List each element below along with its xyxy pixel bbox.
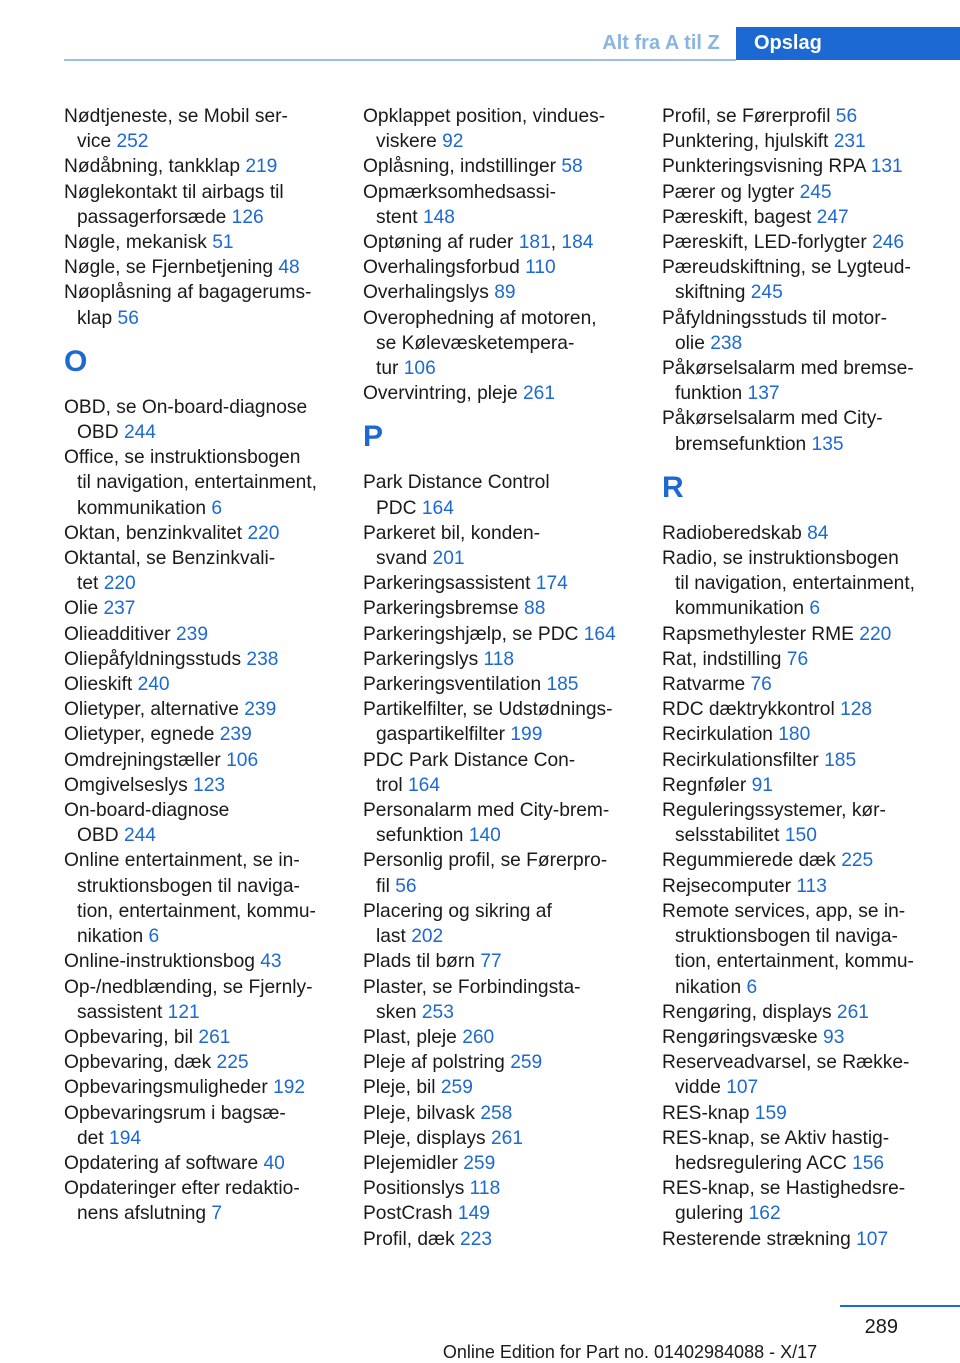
index-term: Nødåbning, tankklap [64, 156, 240, 178]
index-term: Personalarm med City-brem- sefunktion [363, 800, 610, 847]
index-term: OBD, se On-board-diagnose OBD [64, 396, 308, 444]
index-term: RES-knap, se Aktiv hastig- hedsregulering ACC [662, 1127, 890, 1174]
index-term: Olietyper, egnede [64, 724, 215, 746]
index-term: Olieadditiver [64, 623, 171, 645]
page-reference-link[interactable]: 118 [469, 1178, 501, 1200]
index-entry [363, 1050, 635, 1075]
page-reference-link[interactable]: 118 [483, 648, 515, 670]
index-entry [363, 306, 635, 382]
page-reference-link[interactable]: 58 [561, 156, 583, 178]
index-term: Radioberedskab [662, 522, 802, 544]
index-entry [64, 596, 336, 621]
index-term: Oliepåfyldningsstuds [64, 648, 242, 670]
index-entry [363, 647, 635, 672]
page-reference-link[interactable]: 76 [786, 648, 809, 670]
index-term: Påkørselsalarm med City- bremsefunktion [662, 408, 883, 455]
index-term: Plejemidler [363, 1152, 458, 1174]
index-entry [363, 975, 635, 1025]
index-term: Olieskift [64, 674, 133, 696]
index-entry [363, 748, 635, 798]
page-reference-link[interactable]: 202 [411, 926, 444, 948]
index-term: Regnføler [662, 774, 747, 796]
page-reference-link[interactable]: 223 [460, 1228, 493, 1250]
index-term: Olie [64, 598, 99, 620]
index-entry [363, 381, 635, 406]
page-reference-link[interactable]: 180 [778, 724, 811, 746]
index-term: Office, se instruktionsbogen til navigation, entertainment, kommunikation [64, 447, 317, 519]
page-reference-link[interactable]: 159 [754, 1102, 787, 1124]
index-term: Rat, indstilling [662, 648, 782, 670]
index-entry [64, 798, 336, 848]
page-reference-link[interactable]: 48 [278, 257, 300, 279]
index-entry [662, 1101, 934, 1126]
page-reference-link[interactable]: 131 [870, 156, 903, 178]
index-entry [662, 899, 934, 1000]
page-reference-link[interactable]: 260 [462, 1026, 495, 1048]
page-reference-link[interactable]: 185 [546, 674, 579, 696]
index-entry [662, 406, 934, 456]
index-entry [662, 1227, 934, 1252]
index-term: Oktan, benzinkvalitet [64, 522, 243, 544]
index-entry [64, 445, 336, 521]
index-entry [64, 647, 336, 672]
index-entry [662, 1050, 934, 1100]
index-entry [363, 672, 635, 697]
index-column-3 [662, 104, 934, 1252]
page-reference-link[interactable]: 245 [750, 282, 783, 304]
index-letter-heading: O [64, 344, 88, 378]
page-reference-link[interactable]: 51 [212, 232, 234, 254]
page-reference-link[interactable]: 261 [836, 1001, 869, 1023]
page-reference-link[interactable]: 84 [807, 522, 829, 544]
index-entry [64, 1050, 336, 1075]
index-term: Plads til børn [363, 951, 475, 973]
index-term: Parkeret bil, konden- svand [363, 522, 541, 570]
index-term: Parkeringsassistent [363, 573, 531, 595]
index-entry [363, 255, 635, 280]
index-term: Pleje, bil [363, 1077, 436, 1099]
index-entry [64, 395, 336, 445]
index-entry [64, 1025, 336, 1050]
index-entry: Optøning af ruder 181, 184 [363, 232, 594, 254]
page-reference-link[interactable]: 220 [247, 522, 280, 544]
page-reference-link[interactable]: 135 [811, 433, 844, 455]
page-reference-link[interactable]: 174 [535, 573, 568, 595]
page-reference-link[interactable]: 56 [117, 307, 139, 329]
index-term: Opdateringer efter redaktio- nens afslutning [64, 1178, 300, 1225]
index-entry [64, 848, 336, 949]
index-term: Pleje af polstring [363, 1052, 505, 1074]
page-reference-link[interactable]: 225 [216, 1052, 249, 1074]
page-reference-link[interactable]: 238 [710, 332, 743, 354]
page-reference-link[interactable]: 56 [395, 875, 417, 897]
index-entry [662, 622, 934, 647]
index-entry [64, 521, 336, 546]
index-entry [64, 975, 336, 1025]
index-entry [363, 596, 635, 621]
page-reference-link[interactable]: 239 [219, 724, 252, 746]
index-entry [363, 1075, 635, 1100]
index-term: PDC Park Distance Con- trol [363, 749, 576, 796]
index-term: Overhalingsforbud [363, 257, 520, 279]
index-entry [662, 697, 934, 722]
page-reference-link[interactable]: 259 [463, 1152, 496, 1174]
page-reference-link[interactable]: 93 [823, 1026, 845, 1048]
index-entry [662, 722, 934, 747]
index-entry [363, 622, 635, 647]
index-term: Rengøringsvæske [662, 1026, 818, 1048]
page-reference-link[interactable]: 56 [835, 106, 858, 127]
index-entry [64, 1075, 336, 1100]
index-term: Punktering, hjulskift [662, 131, 829, 153]
index-term: Opbevaringsmuligheder [64, 1077, 268, 1099]
index-term: Opklappet position, vindues- viskere [363, 106, 606, 153]
index-term: Opmærksomhedsassi- stent [363, 181, 556, 228]
index-term: RES-knap, se Hastighedsre- gulering [662, 1178, 906, 1225]
index-entry [363, 571, 635, 596]
index-term: Personlig profil, se Førerpro- fil [363, 850, 608, 897]
index-term: Rengøring, displays [662, 1001, 832, 1023]
index-entry [64, 180, 336, 230]
header-rule [64, 59, 736, 61]
page-reference-link[interactable]: 246 [872, 232, 905, 254]
index-entry [662, 306, 934, 356]
index-term: Olietyper, alternative [64, 699, 239, 721]
index-term: Parkeringsbremse [363, 598, 519, 620]
page-reference-link[interactable]: 259 [510, 1052, 543, 1074]
page-reference-link[interactable]: 150 [784, 825, 817, 847]
page-reference-link[interactable]: 107 [726, 1077, 759, 1099]
index-entry [662, 773, 934, 798]
index-term: Nøoplåsning af bagagerums- klap [64, 282, 312, 329]
index-entry [662, 798, 934, 848]
page-reference-link[interactable]: 237 [103, 598, 136, 620]
page-reference-link[interactable]: 261 [522, 383, 555, 405]
index-term: RES-knap [662, 1102, 750, 1124]
index-entry [662, 874, 934, 899]
page-reference-link[interactable]: 6 [211, 497, 223, 519]
index-entry [363, 470, 635, 520]
index-entry [64, 722, 336, 747]
index-entry [363, 1101, 635, 1126]
index-term: Partikelfilter, se Udstødnings- gaspartikelfilter [363, 699, 613, 746]
page-reference-link[interactable]: 106 [226, 749, 259, 771]
page-reference-link[interactable]: 121 [167, 1001, 200, 1023]
edition-footer: Online Edition for Part no. 01402984088 - X/17 [442, 1342, 818, 1362]
page-reference-link[interactable]: 88 [524, 598, 546, 620]
page-header [0, 0, 960, 86]
page-reference-link[interactable]: 107 [856, 1228, 889, 1250]
index-term: Profil, se Førerprofil [662, 106, 831, 127]
page-reference-link[interactable]: 91 [751, 774, 773, 796]
page-reference-link[interactable]: 6 [148, 926, 160, 948]
index-term: Ratvarme [662, 674, 746, 696]
index-entry [363, 521, 635, 571]
index-term: Reguleringssystemer, kør- selsstabilitet [662, 800, 886, 847]
index-term: Pæreskift, bagest [662, 206, 812, 228]
page-reference-link[interactable]: 77 [480, 951, 502, 973]
index-entry [662, 546, 934, 622]
index-entry [662, 129, 934, 154]
index-term: Overhalingslys [363, 282, 489, 304]
index-entry [662, 1126, 934, 1176]
page-reference-link[interactable]: 148 [422, 206, 455, 228]
page-reference-link[interactable]: 110 [525, 257, 556, 279]
page-reference-link[interactable]: 126 [231, 206, 264, 228]
index-entry [662, 104, 934, 129]
page-reference-link[interactable]: 244 [123, 422, 156, 444]
index-entry [662, 1176, 934, 1226]
index-term: Recirkulation [662, 724, 773, 746]
index-term: Profil, dæk [363, 1228, 455, 1250]
index-term: Parkeringsventilation [363, 674, 542, 696]
index-term: Remote services, app, se in- struktionsbogen til naviga- tion, entertainment, kommu- nikation [662, 900, 914, 998]
page-reference-link[interactable]: 220 [103, 573, 136, 595]
index-entry [64, 546, 336, 596]
index-term: Overvintring, pleje [363, 383, 518, 405]
index-term: Reserveadvarsel, se Række- vidde [662, 1052, 910, 1099]
page-reference-link[interactable]: 6 [809, 598, 821, 620]
page-reference-link[interactable]: 245 [799, 181, 832, 203]
index-term: Online-instruktionsbog [64, 951, 255, 973]
index-entry [363, 1201, 635, 1226]
index-term: Nøgle, se Fjernbetjening [64, 257, 274, 279]
page-reference-link[interactable]: 40 [263, 1152, 285, 1174]
page-reference-link[interactable]: 252 [116, 131, 149, 153]
page-reference-link[interactable]: 261 [198, 1026, 231, 1048]
page-reference-link[interactable]: 164 [583, 623, 616, 645]
index-term: Plaster, se Forbindingsta- sken [363, 976, 581, 1023]
index-term: Positionslys [363, 1178, 465, 1200]
index-letter-heading: R [662, 470, 684, 504]
index-entry [662, 672, 934, 697]
index-term: Resterende strækning [662, 1228, 851, 1250]
page-reference-link[interactable]: 261 [491, 1127, 524, 1149]
page-reference-link[interactable]: 231 [833, 131, 866, 153]
index-term: Opdatering af software [64, 1152, 259, 1174]
index-entry [662, 356, 934, 406]
page-reference-link[interactable]: 7 [211, 1203, 223, 1225]
index-entry [363, 1151, 635, 1176]
page-reference-link[interactable]: 113 [796, 875, 827, 897]
index-term: Punkteringsvisning RPA [662, 156, 866, 178]
index-term: Opbevaringsrum i bagsæ- det [64, 1102, 286, 1149]
index-entry [64, 672, 336, 697]
index-term: Rapsmethylester RME [662, 623, 854, 645]
index-letter-heading: P [363, 420, 384, 454]
index-entry [662, 205, 934, 230]
page-reference-link[interactable]: 199 [510, 724, 543, 746]
page-reference-link[interactable]: 164 [421, 497, 454, 519]
index-term: Radio, se instruktionsbogen til navigation, entertainment, kommunikation [662, 548, 915, 620]
index-term: Pleje, bilvask [363, 1102, 475, 1124]
page-reference-link[interactable]: 185 [824, 749, 857, 771]
index-term: Pæreskift, LED-forlygter [662, 232, 867, 254]
page-reference-link[interactable]: 239 [176, 623, 209, 645]
page-reference-link[interactable]: 225 [841, 850, 874, 872]
index-entry [363, 280, 635, 305]
index-term: Pæreudskiftning, se Lygteud- skiftning [662, 257, 911, 304]
index-entry [363, 104, 635, 154]
index-term: Oktantal, se Benzinkvali- tet [64, 548, 276, 595]
page-reference-link[interactable]: 43 [260, 951, 282, 973]
index-term: Omgivelseslys [64, 774, 188, 796]
index-entry [363, 949, 635, 974]
page-reference-link[interactable]: 253 [421, 1001, 454, 1023]
index-term: Oplåsning, indstillinger [363, 156, 557, 178]
index-term: Op-/nedblænding, se Fjernly- sassistent [64, 976, 313, 1023]
page-reference-link[interactable]: 89 [494, 282, 516, 304]
index-entry [363, 697, 635, 747]
index-column-2 [363, 104, 635, 1252]
index-term: Pleje, displays [363, 1127, 486, 1149]
index-entry [64, 230, 336, 255]
index-term: Påkørselsalarm med bremse- funktion [662, 358, 914, 405]
index-entry [662, 1025, 934, 1050]
index-entry [363, 1227, 635, 1252]
index-term: Regummierede dæk [662, 850, 836, 872]
page-number: 289 [864, 1316, 898, 1338]
page-reference-link[interactable]: 258 [480, 1102, 513, 1124]
page-reference-link[interactable]: 238 [246, 648, 279, 670]
page-reference-link[interactable]: 137 [747, 383, 780, 405]
page-reference-link[interactable]: 240 [137, 674, 170, 696]
page-reference-link[interactable]: 106 [403, 358, 436, 380]
index-term: Nøglekontakt til airbags til passagerforsæde [64, 181, 284, 228]
page-reference-link[interactable]: 184 [561, 232, 594, 254]
index-term: Opbevaring, dæk [64, 1052, 212, 1074]
page-reference-link[interactable]: 162 [748, 1203, 781, 1225]
index-term: Opbevaring, bil [64, 1026, 194, 1048]
index-entry [363, 1126, 635, 1151]
index-entry [64, 255, 336, 280]
index-term: RDC dæktrykkontrol [662, 699, 835, 721]
page-reference-link[interactable]: 123 [193, 774, 226, 796]
index-entry [363, 180, 635, 230]
index-entry [64, 154, 336, 179]
index-term: Park Distance Control PDC [363, 472, 550, 519]
index-term: Overophedning af motoren, se Kølevæsketempera- tur [363, 307, 597, 380]
index-entry [64, 697, 336, 722]
index-entry [64, 773, 336, 798]
index-entry [363, 848, 635, 898]
index-term: Parkeringslys [363, 648, 479, 670]
index-term: Rejsecomputer [662, 875, 792, 897]
index-term: Recirkulationsfilter [662, 749, 819, 771]
page-reference-link[interactable]: 194 [109, 1127, 142, 1149]
index-entry [662, 748, 934, 773]
index-term: Optøning af ruder [363, 232, 514, 254]
page-reference-link[interactable]: 6 [746, 976, 758, 998]
index-term: Plast, pleje [363, 1026, 457, 1048]
page-reference-link[interactable]: 259 [440, 1077, 473, 1099]
footer-rule [840, 1305, 960, 1307]
page-reference-link[interactable]: 244 [123, 825, 156, 847]
index-term: Omdrejningstæller [64, 749, 221, 771]
page-reference-link[interactable]: 219 [245, 156, 278, 178]
index-entry [662, 848, 934, 873]
index-entry [64, 1101, 336, 1151]
page-reference-link[interactable]: 192 [273, 1077, 306, 1099]
index-entry [64, 622, 336, 647]
index-entry [363, 154, 635, 179]
page-reference-link[interactable]: 128 [840, 699, 873, 721]
index-entry [363, 899, 635, 949]
index-entry [662, 154, 934, 179]
page-reference-link[interactable]: 156 [852, 1152, 885, 1174]
index-entry [662, 180, 934, 205]
index-entry [64, 104, 336, 154]
index-term: Online entertainment, se in- struktionsbogen til naviga- tion, entertainment, kommu- nikation [64, 850, 316, 948]
index-entry [662, 255, 934, 305]
index-term: Placering og sikring af last [363, 900, 552, 948]
index-entry [64, 949, 336, 974]
index-term: On-board-diagnose OBD [64, 800, 230, 847]
index-term: Nøgle, mekanisk [64, 232, 207, 254]
page-reference-link[interactable]: 201 [432, 548, 465, 570]
page-reference-link[interactable]: 239 [244, 699, 277, 721]
page-reference-link[interactable]: 140 [468, 825, 501, 847]
page-reference-link[interactable]: 220 [859, 623, 892, 645]
index-term: PostCrash [363, 1203, 453, 1225]
page-reference-link[interactable]: 92 [442, 131, 464, 153]
index-entry [662, 647, 934, 672]
page-reference-link[interactable]: 181 [518, 232, 551, 254]
index-term: Pærer og lygter [662, 181, 795, 203]
page-reference-link[interactable]: 247 [816, 206, 849, 228]
index-entry [363, 798, 635, 848]
index-entry [363, 1025, 635, 1050]
index-term: Påfyldningsstuds til motor- olie [662, 307, 888, 354]
page-reference-link[interactable]: 76 [750, 674, 772, 696]
section-title: Alt fra A til Z [602, 32, 720, 54]
index-entry [662, 230, 934, 255]
index-term: Nødtjeneste, se Mobil ser- vice [64, 106, 288, 153]
index-entry [64, 748, 336, 773]
index-entry [64, 1176, 336, 1226]
index-entry [363, 1176, 635, 1201]
page-reference-link[interactable]: 149 [457, 1203, 490, 1225]
index-entry [662, 1000, 934, 1025]
section-tab: Opslag [736, 27, 960, 60]
page-reference-link[interactable]: 164 [408, 774, 441, 796]
index-entry [662, 521, 934, 546]
index-term: Parkeringshjælp, se PDC [363, 623, 579, 645]
index-column-1 [64, 104, 336, 1227]
index-entry [64, 280, 336, 330]
index-entry [64, 1151, 336, 1176]
